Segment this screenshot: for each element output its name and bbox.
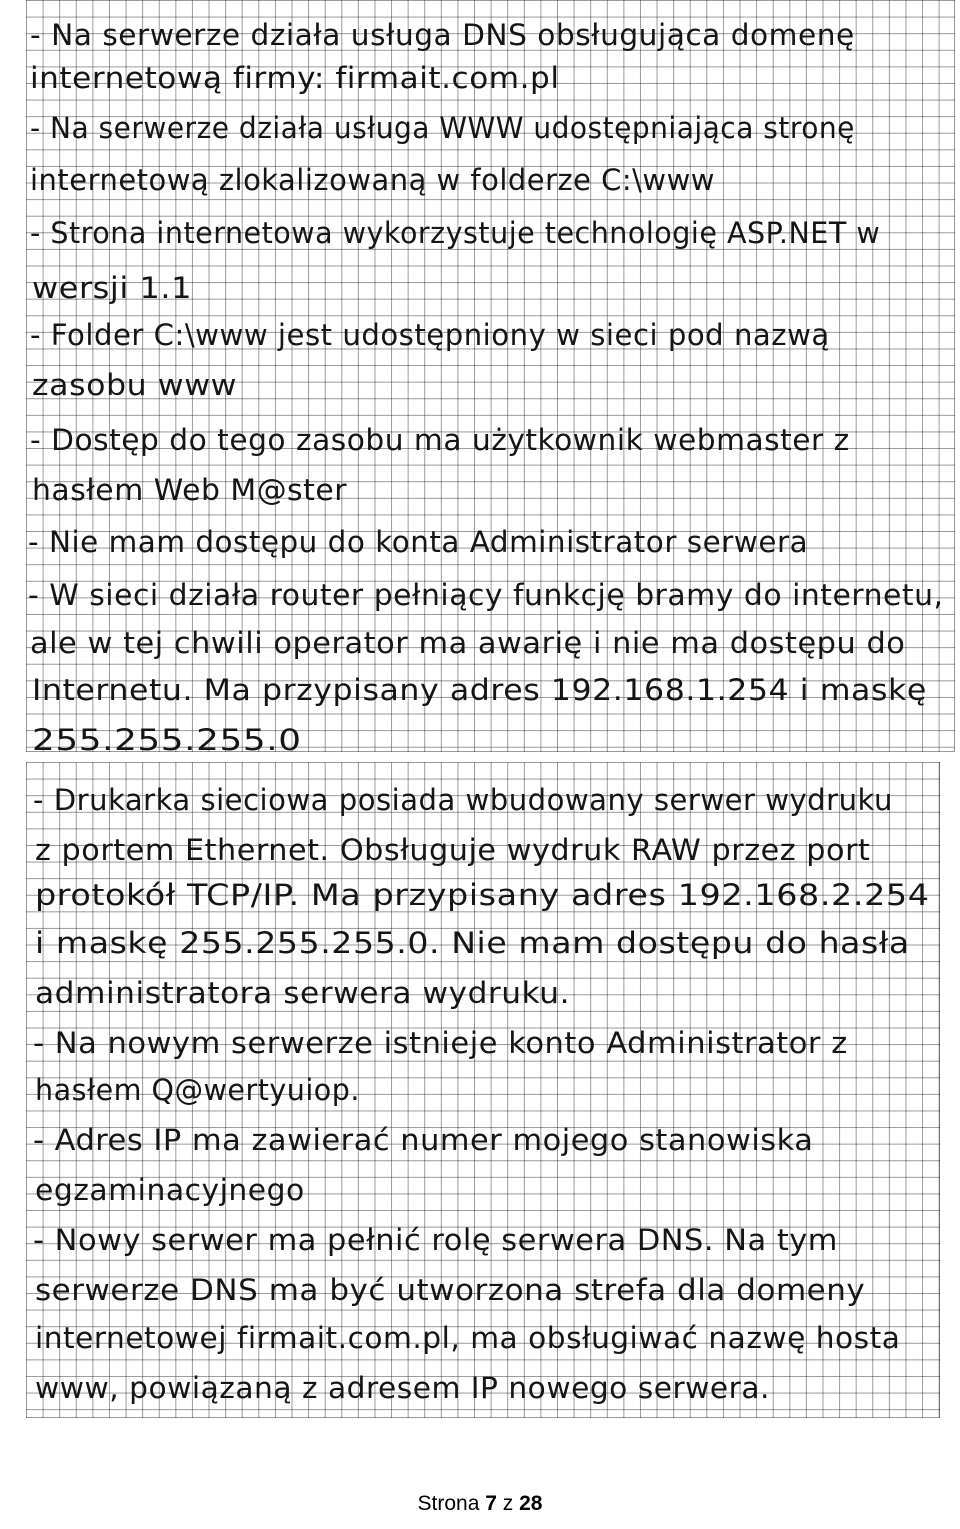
handwritten-line — [35, 923, 910, 963]
handwritten-line — [32, 720, 302, 760]
current-page-number: 7 — [485, 1492, 497, 1515]
handwritten-line — [35, 1170, 305, 1210]
line-text: zasobu www — [32, 368, 238, 402]
line-text: - Drukarka sieciowa posiada wbudowany serwer wydruku — [33, 783, 893, 817]
handwritten-line — [28, 522, 808, 562]
handwritten-line — [33, 1120, 813, 1160]
line-text: www, powiązaną z adresem IP nowego serwera. — [35, 1371, 770, 1405]
line-text: z portem Ethernet. Obsługuje wydruk RAW przez port — [35, 833, 871, 867]
handwritten-line — [35, 830, 870, 870]
handwritten-line — [32, 365, 237, 405]
line-text: - Dostęp do tego zasobu ma użytkownik webmaster z — [30, 423, 850, 457]
handwritten-line — [33, 1023, 848, 1063]
line-text: - Folder C:\www jest udostępniony w sieci pod nazwą — [30, 318, 830, 352]
handwritten-line — [30, 420, 850, 460]
line-text: - Na nowym serwerze istnieje konto Administrator z — [33, 1026, 848, 1060]
line-text: - Nie mam dostępu do konta Administrator serwera — [28, 525, 809, 559]
line-text: - W sieci działa router pełniący funkcję bramy do internetu, — [28, 578, 944, 612]
line-text: - Strona internetowa wykorzystuje technologię ASP.NET w — [30, 216, 881, 250]
handwritten-line — [33, 780, 893, 820]
line-text: internetową firmy: firmait.com.pl — [30, 61, 560, 95]
line-text: - Na serwerze działa usługa DNS obsługująca domenę — [30, 18, 855, 52]
total-pages-number: 28 — [519, 1492, 543, 1515]
handwritten-line — [35, 875, 930, 915]
line-text: - Nowy serwer ma pełnić rolę serwera DNS. Na tym — [33, 1223, 838, 1257]
handwritten-line — [30, 15, 855, 55]
handwritten-line — [30, 315, 830, 355]
line-text: - Adres IP ma zawierać numer mojego stanowiska — [33, 1123, 814, 1157]
line-text: ale w tej chwili operator ma awarię i nie ma dostępu do — [30, 626, 906, 660]
line-text: serwerze DNS ma być utworzona strefa dla domeny — [35, 1273, 866, 1307]
line-text: - Na serwerze działa usługa WWW udostępniająca stronę — [30, 111, 855, 145]
handwritten-line — [35, 1070, 360, 1110]
handwritten-line — [30, 108, 855, 148]
line-text: protokół TCP/IP. Ma przypisany adres 192.168.2.254 — [35, 878, 930, 912]
handwritten-line — [32, 670, 927, 710]
line-text: i maskę 255.255.255.0. Nie mam dostępu do hasła — [35, 926, 910, 960]
line-text: internetową zlokalizowaną w folderze C:\www — [30, 163, 715, 197]
handwritten-line — [35, 973, 570, 1013]
handwritten-line — [32, 268, 192, 308]
page-label: Strona — [417, 1492, 480, 1515]
handwritten-line — [35, 1318, 900, 1358]
handwritten-line — [32, 470, 347, 510]
page-number-footer — [0, 1492, 960, 1516]
handwritten-line — [30, 160, 715, 200]
line-text: hasłem Web M@ster — [32, 473, 348, 507]
line-text: 255.255.255.0 — [32, 723, 302, 757]
handwritten-line — [28, 575, 943, 615]
line-text: egzaminacyjnego — [35, 1173, 305, 1207]
line-text: Internetu. Ma przypisany adres 192.168.1.254 i maskę — [32, 673, 927, 707]
handwritten-line — [35, 1270, 865, 1310]
line-text: wersji 1.1 — [32, 271, 193, 305]
handwritten-line — [30, 213, 880, 253]
handwritten-line — [30, 58, 560, 98]
page-separator: z — [502, 1492, 514, 1515]
handwritten-line — [35, 1368, 770, 1408]
handwritten-line — [30, 623, 905, 663]
line-text: hasłem Q@wertyuiop. — [35, 1073, 360, 1107]
line-text: internetowej firmait.com.pl, ma obsługiwać nazwę hosta — [35, 1321, 901, 1355]
line-text: administratora serwera wydruku. — [35, 976, 571, 1010]
handwritten-line — [33, 1220, 838, 1260]
